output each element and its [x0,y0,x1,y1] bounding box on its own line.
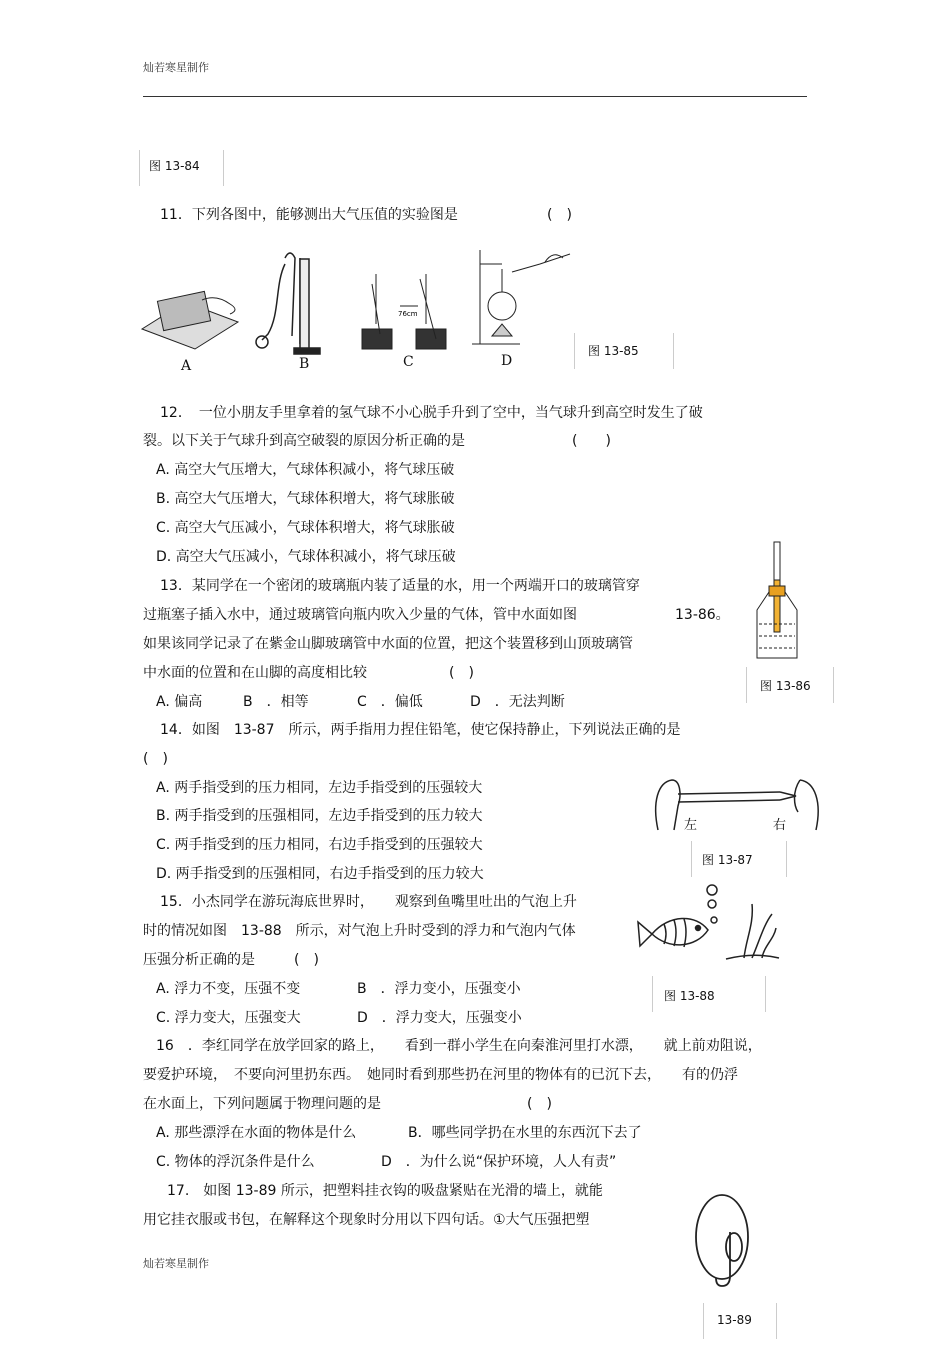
figure-13-88-caption-box [652,976,766,1012]
header-rule [143,96,807,97]
q15-line-2: 时的情况如图 13-88 所示，对气泡上升时受到的浮力和气泡内气体 [143,923,576,939]
q15-option-d: D ．浮力变大，压强变小 [357,1010,522,1026]
q13-option-d: D ．无法判断 [470,694,565,710]
q14-option-a: A. 两手指受到的压力相同，左边手指受到的压强较大 [156,780,483,796]
q16-answer-bracket: ( ) [527,1096,552,1112]
q12-option-b: B. 高空大气压增大，气球体积增大，将气球胀破 [156,491,455,507]
q13-option-a: A. 偏高 [156,694,203,710]
q14-option-c: C. 两手指受到的压力相同，右边手指受到的压强较大 [156,837,483,853]
figure-13-88-caption: 图 13-88 [664,989,715,1003]
figure-13-85-caption: 图 13-85 [588,344,639,358]
q14-line-1: 14．如图 13-87 所示，两手指用力捏住铅笔，使它保持静止，下列说法正确的是 [160,722,681,738]
pencil-pinched-icon [656,780,818,830]
experiment-a-icon [142,291,238,349]
tube-76cm-label: 76cm [398,310,418,318]
q12-line-1: 12． 一位小朋友手里拿着的氢气球不小心脱手升到了空中，当气球升到高空时发生了破 [160,405,703,421]
page-header: 灿若寒星制作 [143,61,209,74]
q15-answer-bracket: ( ) [294,952,319,968]
figure-13-86-caption: 图 13-86 [760,679,811,693]
q13-answer-bracket: ( ) [449,665,474,681]
q15-option-b: B ．浮力变小，压强变小 [357,981,521,997]
q17-line-2: 用它挂衣服或书包，在解释这个现象时分用以下四句话。①大气压强把塑 [143,1212,590,1228]
figure-13-88-drawing [634,884,784,969]
experiment-d-icon [472,250,570,344]
figure-13-87-drawing [650,772,825,837]
q16-option-d: D ．为什么说“保护环境，人人有责” [381,1154,617,1170]
q17-line-1: 17. 如图 13-89 所示，把塑料挂衣钩的吸盘紧贴在光滑的墙上，就能 [167,1183,603,1199]
q15-line-1: 15．小杰同学在游玩海底世界时， 观察到鱼嘴里吐出的气泡上升 [160,894,577,910]
q14-option-b: B. 两手指受到的压强相同，左边手指受到的压力较大 [156,808,483,824]
q13-line-4: 中水面的位置和在山脚的高度相比较 [143,665,367,681]
figure-13-84-caption: 图 13-84 [149,159,200,173]
q15-option-c: C. 浮力变大，压强变大 [156,1010,301,1026]
figure-13-87-caption: 图 13-87 [702,853,753,867]
q13-option-c: C ．偏低 [357,694,423,710]
q11-answer-bracket: ( ) [547,207,572,223]
q13-option-b: B ．相等 [243,694,309,710]
q16-option-b: B．哪些同学扔在水里的东西沉下去了 [408,1125,642,1141]
figure-13-84-caption-box [139,150,224,186]
figure-13-85-caption-box [574,333,674,369]
figure-13-85-label-b: B [299,356,310,372]
q12-option-c: C. 高空大气压减小，气球体积增大，将气球胀破 [156,520,455,536]
q12-line-2: 裂。以下关于气球升到高空破裂的原因分析正确的是 [143,433,465,449]
bottle-with-tube-icon [757,542,797,658]
q15-option-a: A. 浮力不变，压强不变 [156,981,301,997]
q12-option-a: A. 高空大气压增大，气球体积减小，将气球压破 [156,462,455,478]
figure-13-85-label-c: C [403,354,414,370]
q16-line-1: 16 ．李红同学在放学回家的路上， 看到一群小学生在向秦淮河里打水漂， 就上前劝阻说， [156,1038,762,1054]
q16-line-3: 在水面上，下列问题属于物理问题的是 [143,1096,381,1112]
experiment-b-icon [256,253,320,354]
figure-13-87-left-label: 左 [684,818,698,833]
q14-option-d: D. 两手指受到的压强相同，右边手指受到的压力较大 [156,866,484,882]
figure-13-89-drawing [690,1192,760,1297]
figure-13-89-caption-box [703,1303,777,1339]
figure-13-86-drawing [755,540,805,665]
q13-line-2: 过瓶塞子插入水中，通过玻璃管向瓶内吹入少量的气体，管中水面如图 [143,607,577,623]
figure-13-86-caption-box [746,667,834,703]
figure-13-85-label-d: D [501,353,513,369]
page-footer: 灿若寒星制作 [143,1257,209,1270]
q15-line-3: 压强分析正确的是 [143,952,255,968]
q13-line-2-figure-ref: 13-86。 [675,607,730,623]
q12-answer-bracket: ( ) [572,433,611,449]
figure-13-85-label-a: A [181,358,192,374]
q14-line-2: ( ) [143,751,168,767]
q16-line-2: 要爱护环境， 不要向河里扔东西。 她同时看到那些扔在河里的物体有的已沉下去， 有的仍浮 [143,1067,738,1083]
q13-line-3: 如果该同学记录了在紫金山脚玻璃管中水面的位置，把这个装置移到山顶玻璃管 [143,636,633,652]
q11-stem: 11．下列各图中，能够测出大气压值的实验图是 [160,207,458,223]
figure-13-89-caption: 13-89 [717,1313,752,1327]
figure-13-87-right-label: 右 [773,818,787,833]
q16-option-c: C. 物体的浮沉条件是什么 [156,1154,315,1170]
figure-13-85-drawing [140,244,590,374]
suction-hook-icon [696,1195,748,1286]
q16-option-a: A. 那些漂浮在水面的物体是什么 [156,1125,357,1141]
q13-line-1: 13．某同学在一个密闭的玻璃瓶内装了适量的水，用一个两端开口的玻璃管穿 [160,578,640,594]
figure-13-87-caption-box [691,841,787,877]
fish-bubbles-icon [638,885,779,959]
q12-option-d: D. 高空大气压减小，气球体积减小，将气球压破 [156,549,456,565]
